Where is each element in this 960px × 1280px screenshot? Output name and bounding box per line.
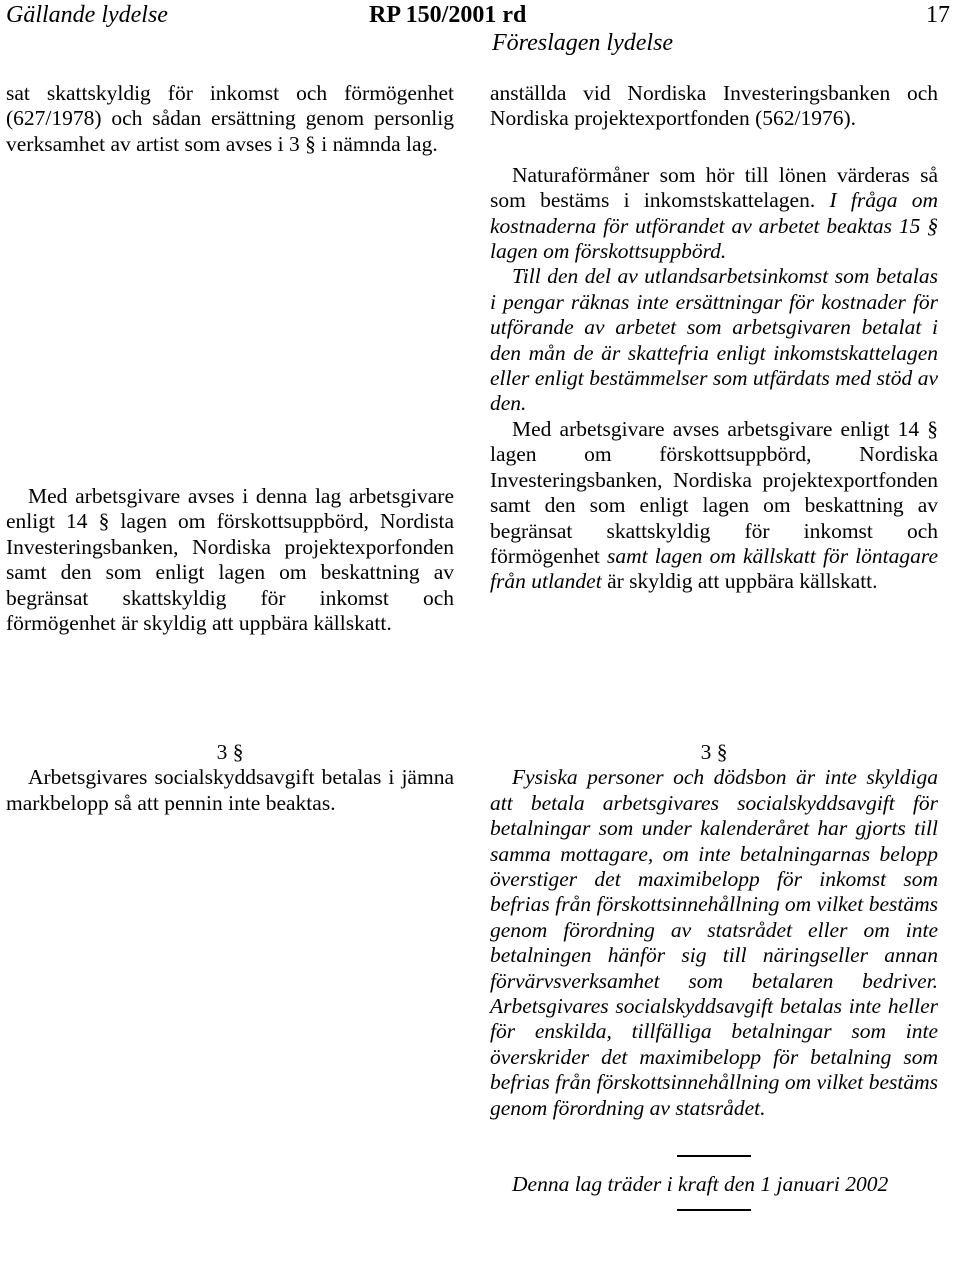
right-paragraph-5: Fysiska personer och dödsbon är inte skyldiga att betala arbetsgivares socialskyddsavgift för betalningar som under kalenderåret har gjorts till samma mottagare, om inte betalningarnas belopp överstiger det maximibelopp för inkomst som befrias från förskottsinnehållning om vilket bestäms genom förordning av statsrådet eller om inte betalningen hänför sig till näringseller annan förvärvsverksamhet som betalaren bedriver. Arbetsgivares socialskyddsavgift betalas inte heller för enskilda, tillfälliga betalningar som inte överskrider det maximibelopp för betalning som befrias från förskottsinnehållning om vilket bestäms genom förordning av statsrådet. [490,765,938,1120]
current-wording-label: Gällande lydelse [6,2,168,28]
left-column-bottom [6,740,454,816]
right-paragraph-6: Denna lag träder i kraft den 1 januari 2002 [512,1171,889,1196]
right-paragraph-3: Till den del av utlandsarbetsinkomst som betalas i pengar räknas inte ersättningar för kostnader för utförande av arbetet som arbetsgivaren betalat i den mån de är skattefria enligt inkomstskattelagen eller enligt bestämmelser som utfärdats med stöd av den. [490,264,938,416]
document-number: RP 150/2001 rd [369,2,527,28]
right-paragraph-1: anställda vid Nordiska Investeringsbanken och Nordiska projektexportfonden (562/1976). [490,81,938,131]
right-column-top [490,81,938,595]
right-paragraph-4-plain: Med arbetsgivare avses arbetsgivare enligt 14 § lagen om förskottsuppbörd, Nordiska Investeringsbanken, Nordiska projektexportfonden samt den som enligt lagen om beskattning av begränsat skattskyldig för inkomst och förmögenhet [490,416,938,568]
left-paragraph-3: Arbetsgivares socialskyddsavgift betalas i jämna markbelopp så att pennin inte beaktas. [6,765,454,815]
right-paragraph-4-end: är skyldig att uppbära källskatt. [607,569,878,594]
right-paragraph-4 [490,417,938,595]
separator-rule-top [677,1155,751,1157]
page-number: 17 [926,2,950,28]
separator-rule-bottom [677,1209,751,1211]
left-column-top [6,81,454,157]
right-paragraph-2-italic: I fråga om kostnaderna för utförandet av arbetet beaktas 15 § lagen om förskottsuppbörd. [490,188,939,264]
right-paragraph-2 [490,163,938,265]
left-column-middle [6,484,454,636]
left-paragraph-2: Med arbetsgivare avses i denna lag arbetsgivare enligt 14 § lagen om förskottsuppbörd, Nordista Investeringsbanken, Nordiska projektexporfonden samt den som enligt lagen om beskattning av begränsat skattskyldig för inkomst och förmögenhet är skyldig att uppbära källskatt. [6,484,454,636]
right-paragraph-2-plain: Naturaförmåner som hör till lönen värderas så som bestäms i inkomstskattelagen. [490,162,938,213]
right-paragraph-4-italic: samt lagen om källskatt för löntagare från utlandet [490,543,939,594]
right-column-bottom [490,740,938,1211]
proposed-wording-label: Föreslagen lydelse [492,30,674,56]
left-paragraph-1: sat skattskyldig för inkomst och förmögenhet (627/1978) och sådan ersättning genom personlig verksamhet av artist som avses i 3 § i nämnda lag. [6,81,454,156]
left-section-heading: 3 § [216,740,244,764]
right-section-heading: 3 § [700,740,728,764]
